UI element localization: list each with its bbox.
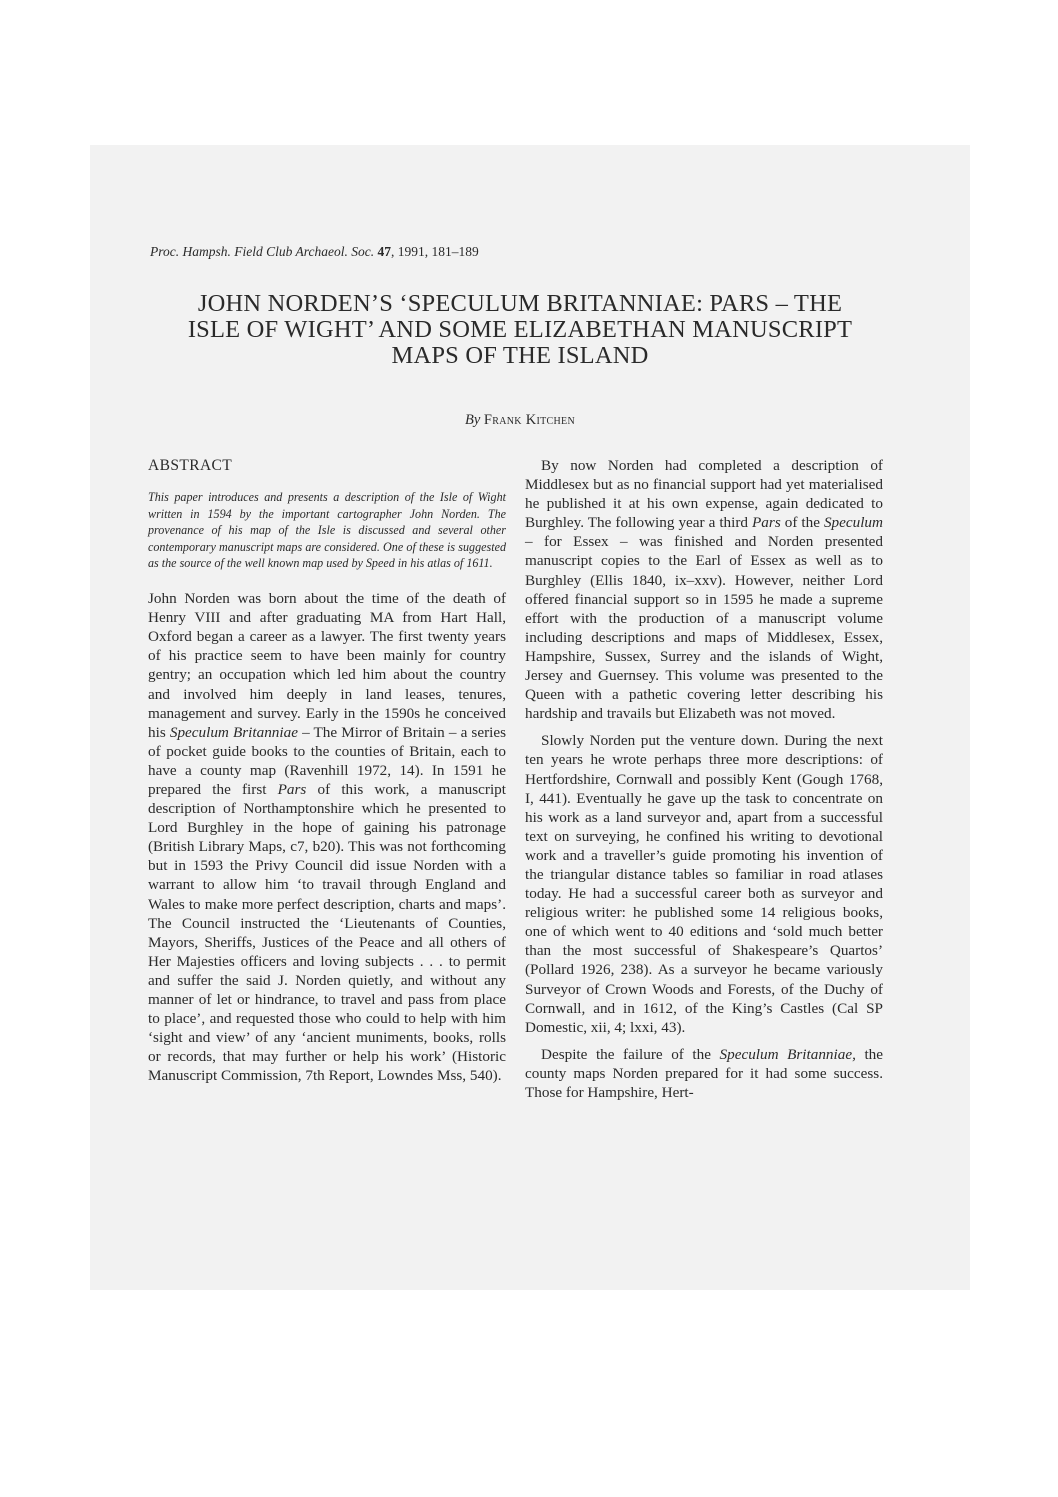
body-paragraph: Slowly Norden put the venture down. During the next ten years he wrote perhaps three more descriptions: of Hertfordshire, Cornwall and possibly Kent (Gough 1768, I, 441). Eventually he gave up the task to concentrate on his work as a land surveyor and, apart from a successful text on surveying, he confined his writing to devotional work and a traveller’s guide promoting his invention of the triangular distance tables so familiar in road atlases today. He had a successful career both as surveyor and religious writer: he published some 14 religious books, one of which went to 40 editions and ‘sold much better than the most successful of Shakespeare’s Quartos’ (Pollard 1926, 238). As a surveyor he became variously Surveyor of Crown Woods and Forests, of the Duchy of Cornwall, and in 1612, of the King’s Castles (Cal SP Domestic, xii, 4; lxxi, 43). — [525, 732, 883, 1036]
right-column — [525, 456, 883, 1110]
abstract-heading: ABSTRACT — [148, 457, 233, 474]
journal-year-pages: , 1991, 181–189 — [390, 244, 479, 259]
abstract-text: This paper introduces and presents a description of the Isle of Wight written in 1594 by the important cartographer John Norden. The provenance of his map of the Isle is discussed and several other contemporary manuscript maps are considered. One of these is suggested as the source of the well known map used by Speed in his atlas of 1611. — [148, 490, 506, 571]
emphasis-text: Pars — [752, 514, 781, 532]
text-run: Despite the failure of the — [541, 1045, 720, 1063]
text-run: By now Norden had completed a description of Middlesex but as no financial support had yet materialised he published it at his own expense, again dedicated to Burghley. The following year a third — [525, 457, 883, 532]
text-run: – The Mirror of Britain – a series of pocket guide books to the counties of Britain, each to have a county map (Ravenhill 1972, 14). In 1591 he prepared the first — [148, 723, 506, 798]
title-line: JOHN NORDEN’S ‘SPECULUM BRITANNIAE: PARS – THE — [197, 290, 843, 317]
body-paragraph — [525, 456, 883, 723]
text-run: John Norden was born about the time of the death of Henry VIII and after graduating MA from Hart Hall, Oxford began a career as a lawyer. The first twenty years of his practice seem to have been mainly for country gentry; an occupation which led him about the country and involved him deeply in land leases, tenures, management and survey. Early in the 1590s he conceived his — [148, 590, 506, 741]
title-line: ISLE OF WIGHT’ AND SOME ELIZABETHAN MANUSCRIPT — [187, 316, 853, 343]
byline-prefix: By — [465, 412, 481, 428]
text-run: of the — [780, 514, 824, 532]
text-run: – for Essex – was finished and Norden presented manuscript copies to the Earl of Essex as well as to Burghley (Ellis 1840, ix–xxv). However, neither Lord offered financial support so in 1595 he made a supreme effort with the production of a manuscript volume including descriptions and maps of Middlesex, Essex, Hampshire, Sussex, Surrey and the islands of Wight, Jersey and Guernsey. This volume was presented to the Queen with a pathetic covering letter describing his hardship and travails but Elizabeth was not moved. — [525, 533, 883, 723]
author-byline — [130, 412, 910, 429]
emphasis-text: Speculum Britanniae, — [719, 1045, 856, 1063]
text-run: the county maps Norden prepared for it had some success. Those for Hampshire, Hert- — [525, 1045, 883, 1101]
emphasis-text: Speculum Britanniae — [169, 723, 298, 741]
body-paragraph — [525, 1045, 883, 1102]
journal-citation — [150, 244, 479, 260]
left-column — [148, 456, 506, 1094]
journal-volume: 47 — [377, 244, 391, 259]
emphasis-text: Pars — [277, 781, 307, 798]
journal-name: Proc. Hampsh. Field Club Archaeol. Soc. — [150, 244, 375, 259]
body-paragraph — [148, 589, 506, 1085]
text-run: of this work, a manuscript description of Northamptonshire which he presented to Lord Burghley in the hope of gaining his patronage (British Library Maps, c7, b20). This was not forthcoming but in 1593 the Privy Council did issue Norden with a warrant to allow him ‘to travail through England and Wales to make more perfect description, charts and maps’. The Council instructed the ‘Lieutenants of Counties, Mayors, Sheriffs, Justices of the Peace and all others of Her Majesties officers and loving subjects . . . to permit and suffer the said J. Norden quietly, and without any manner of let or hindrance, to travel and pass from place to place’, and requested those who could to help with him ‘sight and view’ of any ‘ancient muniments, books, rolls or records, that may further or help his work’ (Historic Manuscript Commission, 7th Report, Lowndes Mss, 540). — [148, 781, 506, 1085]
emphasis-text: Speculum — [823, 514, 883, 532]
article-title — [130, 291, 910, 369]
author-name: Frank Kitchen — [483, 412, 575, 428]
title-line: MAPS OF THE ISLAND — [391, 342, 649, 369]
